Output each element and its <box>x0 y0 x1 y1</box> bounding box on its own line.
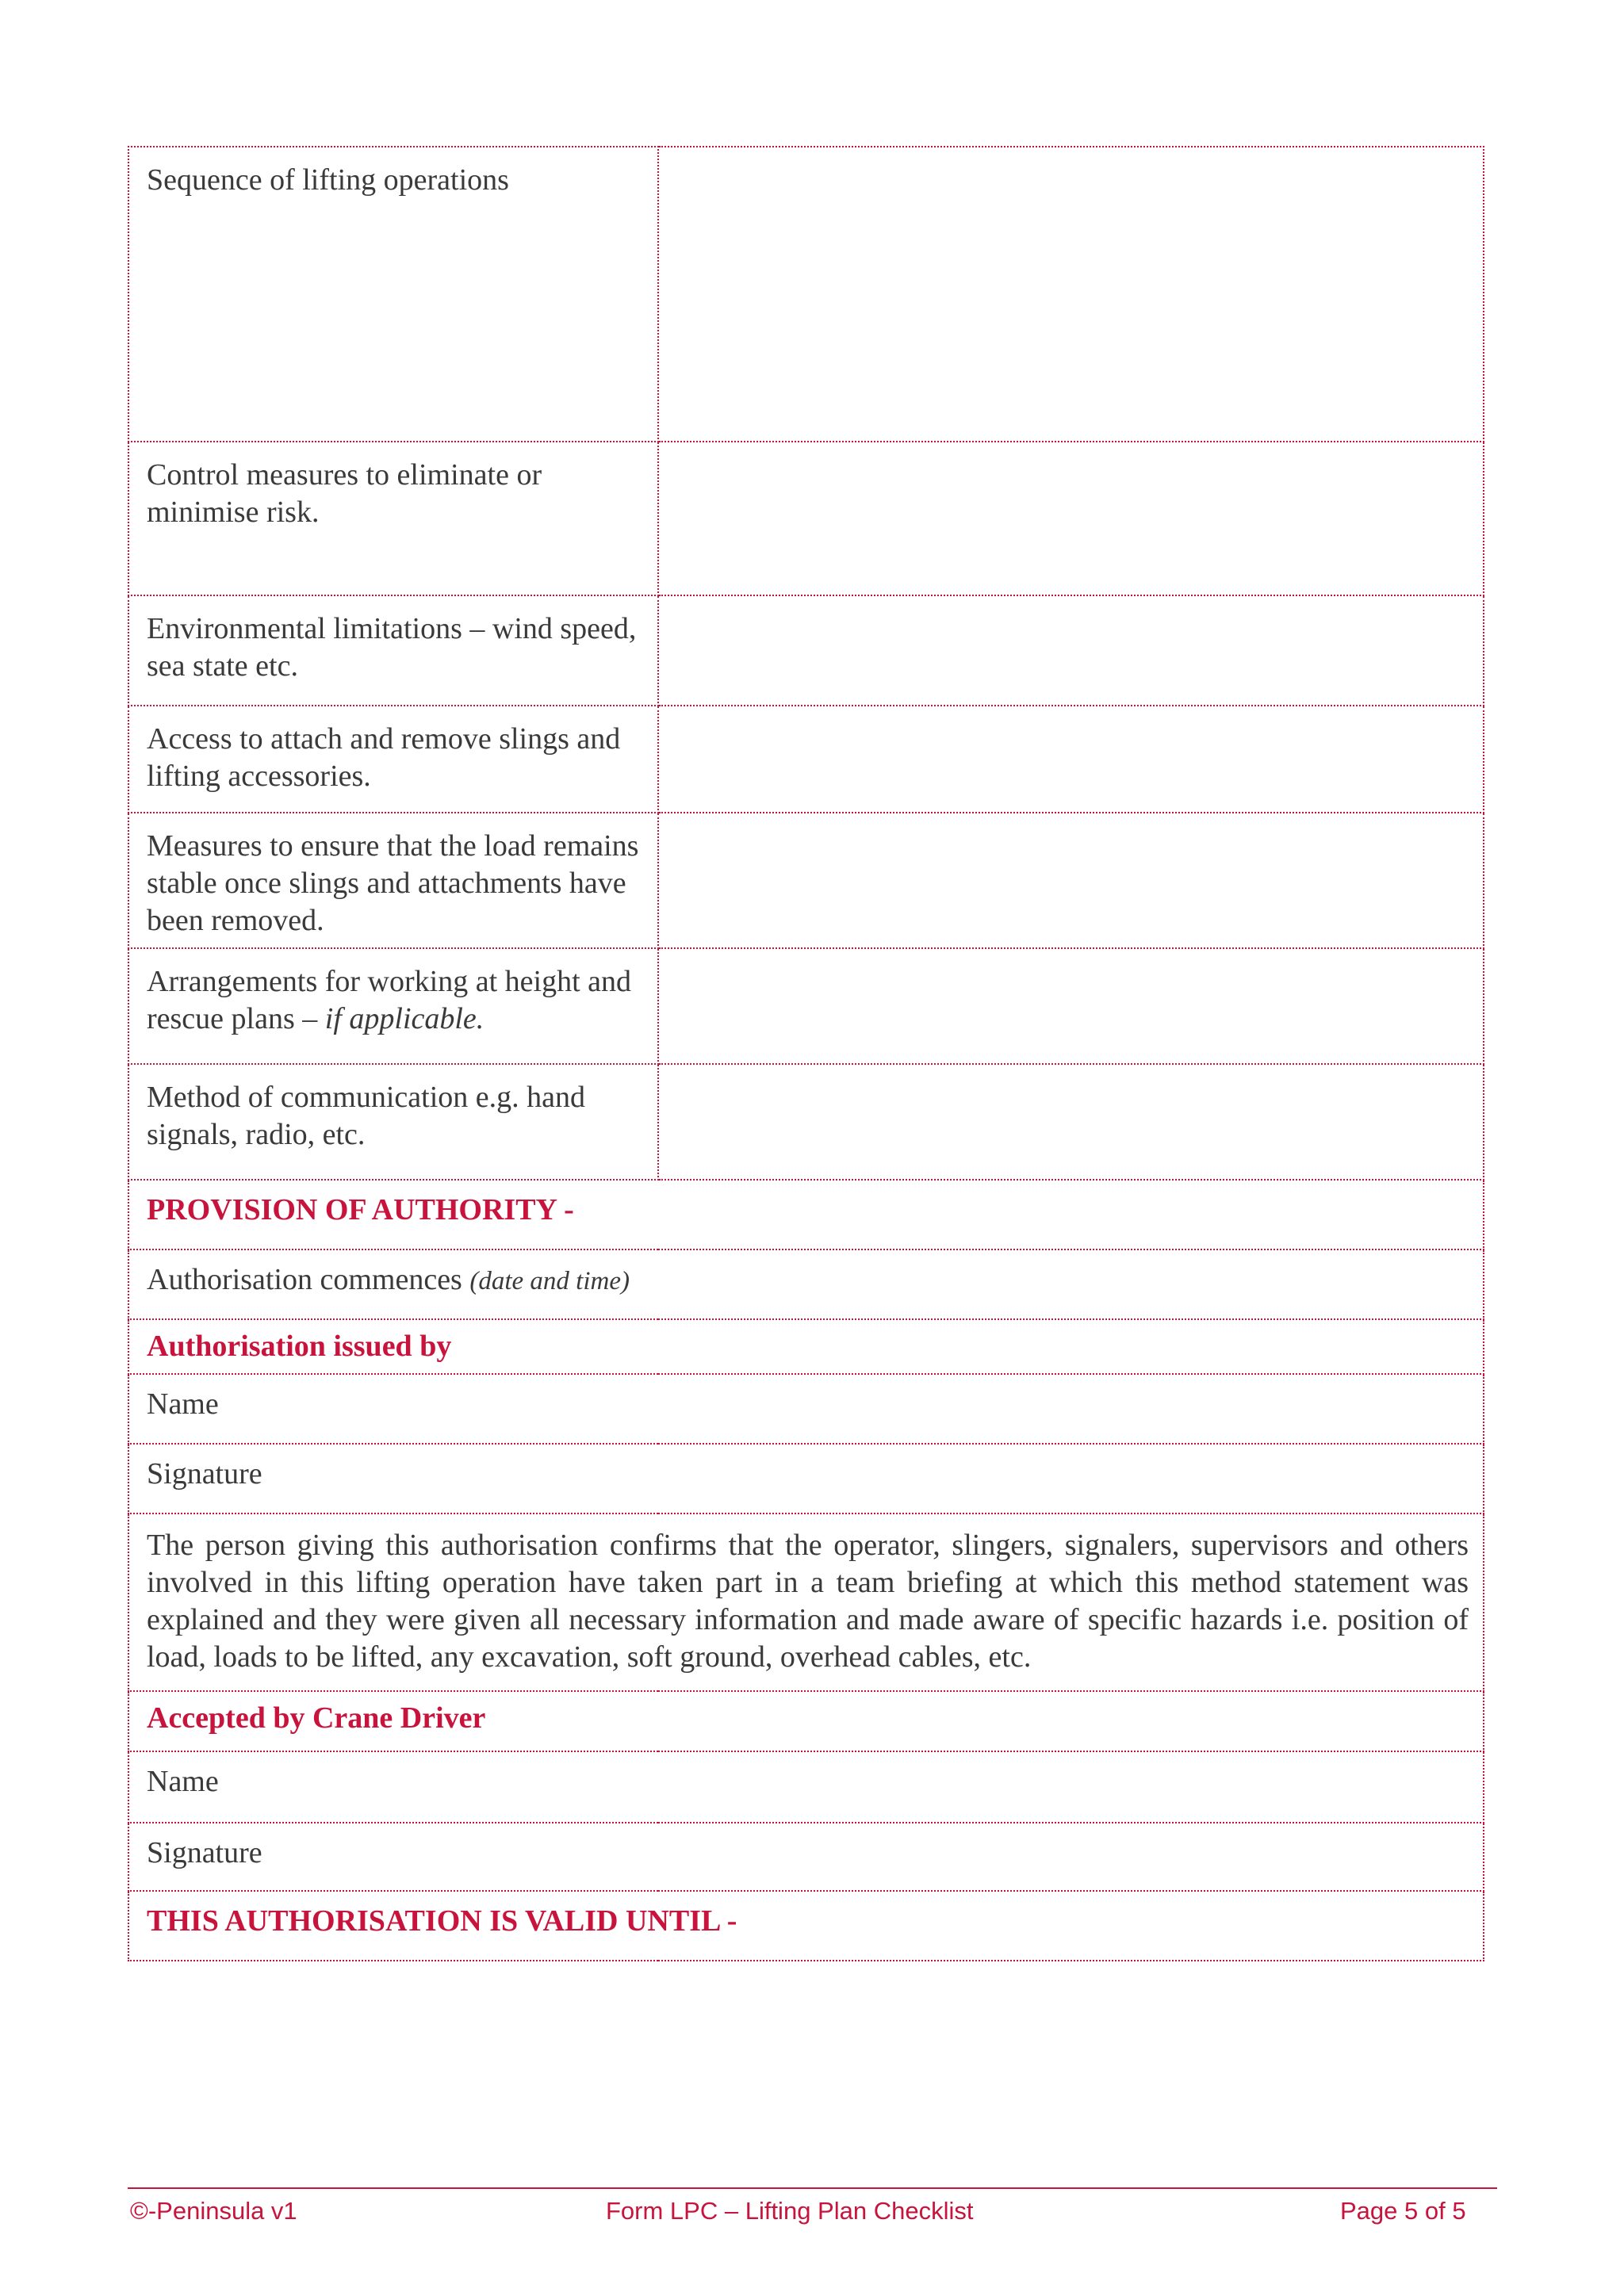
if-applicable-note: if applicable. <box>324 1002 485 1035</box>
table-row <box>128 1180 1484 1249</box>
table-row[interactable] <box>128 1374 1484 1444</box>
table-row <box>128 1319 1484 1374</box>
row-value-access-slings[interactable] <box>658 706 1484 813</box>
row-value-working-at-height[interactable] <box>658 948 1484 1064</box>
table-row <box>128 1691 1484 1751</box>
row-value-load-stability[interactable] <box>658 813 1484 948</box>
authorisation-commences-label: Authorisation commences <box>147 1263 470 1296</box>
issued-by-signature-field[interactable]: Signature <box>128 1444 1484 1513</box>
row-value-control-measures[interactable] <box>658 442 1484 595</box>
row-label-communication: Method of communication e.g. hand signals, radio, etc. <box>128 1064 658 1180</box>
row-label-working-at-height <box>128 948 658 1064</box>
table-row[interactable] <box>128 1823 1484 1891</box>
table-row[interactable] <box>128 1249 1484 1319</box>
table-row[interactable] <box>128 1444 1484 1513</box>
issued-by-name-field[interactable]: Name <box>128 1374 1484 1444</box>
table-row <box>128 442 1484 595</box>
table-row <box>128 1513 1484 1691</box>
accepted-by-crane-driver-heading: Accepted by Crane Driver <box>128 1691 1484 1751</box>
row-label-load-stability: Measures to ensure that the load remains stable once slings and attachments have been removed. <box>128 813 658 948</box>
row-value-sequence[interactable] <box>658 147 1484 442</box>
footer-page-number: Page 5 of 5 <box>1340 2197 1466 2225</box>
working-at-height-text: Arrangements for working at height and rescue plans – <box>147 965 631 1035</box>
row-label-sequence: Sequence of lifting operations <box>128 147 658 442</box>
table-row <box>128 706 1484 813</box>
authorisation-commences-field[interactable] <box>128 1249 1484 1319</box>
valid-until-heading[interactable]: THIS AUTHORISATION IS VALID UNTIL - <box>128 1891 1484 1961</box>
table-row[interactable] <box>128 1891 1484 1961</box>
provision-of-authority-heading: PROVISION OF AUTHORITY - <box>128 1180 1484 1249</box>
footer-divider <box>128 2187 1497 2189</box>
row-value-communication[interactable] <box>658 1064 1484 1180</box>
row-label-environmental-limitations: Environmental limitations – wind speed, sea state etc. <box>128 595 658 706</box>
crane-driver-name-field[interactable]: Name <box>128 1751 1484 1823</box>
table-row[interactable] <box>128 1751 1484 1823</box>
footer-copyright: ©-Peninsula v1 <box>130 2197 297 2225</box>
date-time-note: (date and time) <box>469 1267 630 1295</box>
row-label-control-measures: Control measures to eliminate or minimise risk. <box>128 442 658 595</box>
crane-driver-signature-field[interactable]: Signature <box>128 1823 1484 1891</box>
footer-form-title: Form LPC – Lifting Plan Checklist <box>606 2197 974 2225</box>
lifting-plan-table <box>128 146 1484 1961</box>
table-row <box>128 147 1484 442</box>
table-row <box>128 948 1484 1064</box>
table-row <box>128 813 1484 948</box>
table-row <box>128 595 1484 706</box>
table-row <box>128 1064 1484 1180</box>
row-label-access-slings: Access to attach and remove slings and lifting accessories. <box>128 706 658 813</box>
confirmation-statement: The person giving this authorisation confirms that the operator, slingers, signalers, supervisors and others involved in this lifting operation have taken part in a team briefing at which this method statement was explained and they were given all necessary information and made aware of specific hazards i.e. position of load, loads to be lifted, any excavation, soft ground, overhead cables, etc. <box>128 1513 1484 1691</box>
authorisation-issued-by-heading: Authorisation issued by <box>128 1319 1484 1374</box>
row-value-environmental-limitations[interactable] <box>658 595 1484 706</box>
